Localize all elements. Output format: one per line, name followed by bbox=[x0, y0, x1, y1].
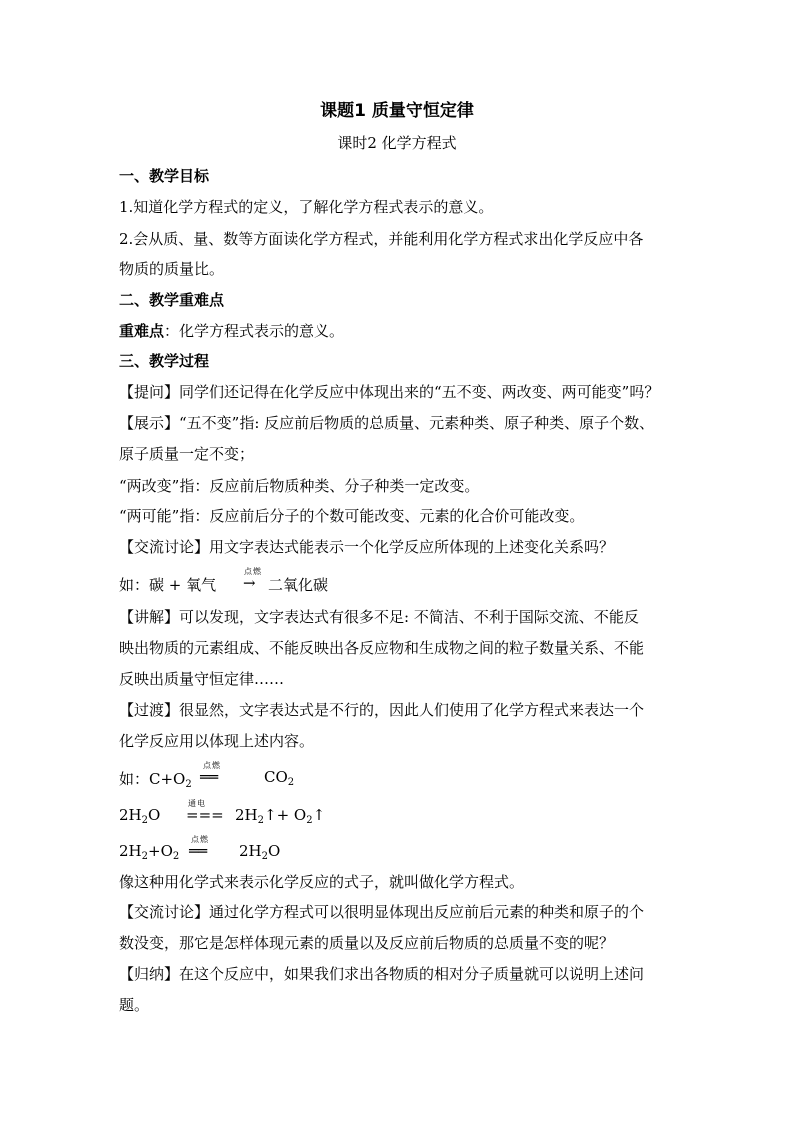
section-heading-goals: 一、教学目标 bbox=[119, 167, 210, 185]
equation-2-sign: === bbox=[186, 806, 224, 824]
process-summary-line-1: 【归纳】在这个反应中，如果我们求出各物质的相对分子质量就可以说明上述问 bbox=[119, 965, 645, 983]
process-discuss-2-line-1: 【交流讨论】通过化学方程式可以很明显体现出反应前后元素的种类和原子的个 bbox=[119, 903, 645, 921]
process-transition-line-1: 【过渡】很显然，文字表达式是不行的，因此人们使用了化学方程式来表达一个 bbox=[119, 701, 645, 719]
word-equation-condition: 点燃 bbox=[244, 567, 262, 576]
key-point-line bbox=[119, 321, 679, 341]
process-transition-line-2: 化学反应用以体现上述内容。 bbox=[119, 732, 315, 750]
process-lecture-line-3: 反映出质量守恒定律…… bbox=[119, 670, 285, 688]
section-heading-process: 三、教学过程 bbox=[119, 352, 210, 370]
page-title: 课题1 质量守恒定律 bbox=[320, 101, 474, 121]
goal-item-2-line-1: 2.会从质、量、数等方面读化学方程式，并能利用化学方程式求出化学反应中各 bbox=[119, 230, 644, 248]
process-definition: 像这种用化学式来表示化学反应的式子，就叫做化学方程式。 bbox=[119, 873, 525, 891]
word-equation-arrow: → bbox=[243, 574, 256, 592]
equation-1-reactants: 如：$C+O_2$ bbox=[119, 770, 192, 790]
key-point-label: 重难点 bbox=[119, 322, 165, 340]
process-show-line-4: “两可能”指：反应前后分子的个数可能改变、元素的化合价可能改变。 bbox=[119, 507, 585, 525]
process-discuss-2-line-2: 数没变，那它是怎样体现元素的质量以及反应前后物质的总质量不变的呢？ bbox=[119, 934, 615, 952]
key-point-text: ：化学方程式表示的意义。 bbox=[164, 322, 345, 340]
process-ask: 【提问】同学们还记得在化学反应中体现出来的“五不变、两改变、两可能变”吗？ bbox=[119, 383, 660, 401]
process-discuss-1: 【交流讨论】用文字表达式能表示一个化学反应所体现的上述变化关系吗？ bbox=[119, 538, 615, 556]
process-lecture-line-2: 映出物质的元素组成、不能反映出各反应物和生成物之间的粒子数量关系、不能 bbox=[119, 639, 645, 657]
process-summary-line-2: 题。 bbox=[119, 996, 150, 1014]
equation-2-condition: 通电 bbox=[188, 799, 206, 808]
goal-item-2-line-2: 物质的质量比。 bbox=[119, 260, 225, 278]
equation-3-product: $2H_2O$ bbox=[239, 842, 281, 862]
equation-3-reactants: $2H_2+O_2$ bbox=[119, 842, 180, 862]
process-show-line-2: 原子质量一定不变； bbox=[119, 445, 255, 463]
process-show-line-1: 【展示】“五不变”指: 反应前后物质的总质量、元素种类、原子种类、原子个数、 bbox=[119, 414, 655, 432]
word-equation-product: 二氧化碳 bbox=[268, 576, 329, 594]
word-equation-reactants: 如：碳 + 氧气 bbox=[119, 576, 217, 594]
equation-3-sign: ══ bbox=[189, 842, 208, 860]
equation-2-reactants: $2H_2O$ bbox=[119, 806, 161, 826]
goal-item-1: 1.知道化学方程式的定义，了解化学方程式表示的意义。 bbox=[119, 198, 494, 216]
equation-1-product: $CO_2$ bbox=[264, 768, 295, 788]
equation-3-condition: 点燃 bbox=[191, 835, 209, 844]
page-subtitle: 课时2 化学方程式 bbox=[337, 134, 457, 152]
equation-2-products: $2H_2↑+$ $O_2↑$ bbox=[235, 806, 326, 826]
equation-1-condition: 点燃 bbox=[203, 761, 221, 770]
process-lecture-line-1: 【讲解】可以发现，文字表达式有很多不足: 不简洁、不利于国际交流、不能反 bbox=[119, 608, 639, 626]
process-show-line-3: “两改变”指：反应前后物质种类、分子种类一定改变。 bbox=[119, 477, 480, 495]
equation-1-sign: ══ bbox=[200, 768, 219, 786]
section-heading-key-points: 二、教学重难点 bbox=[119, 291, 225, 309]
